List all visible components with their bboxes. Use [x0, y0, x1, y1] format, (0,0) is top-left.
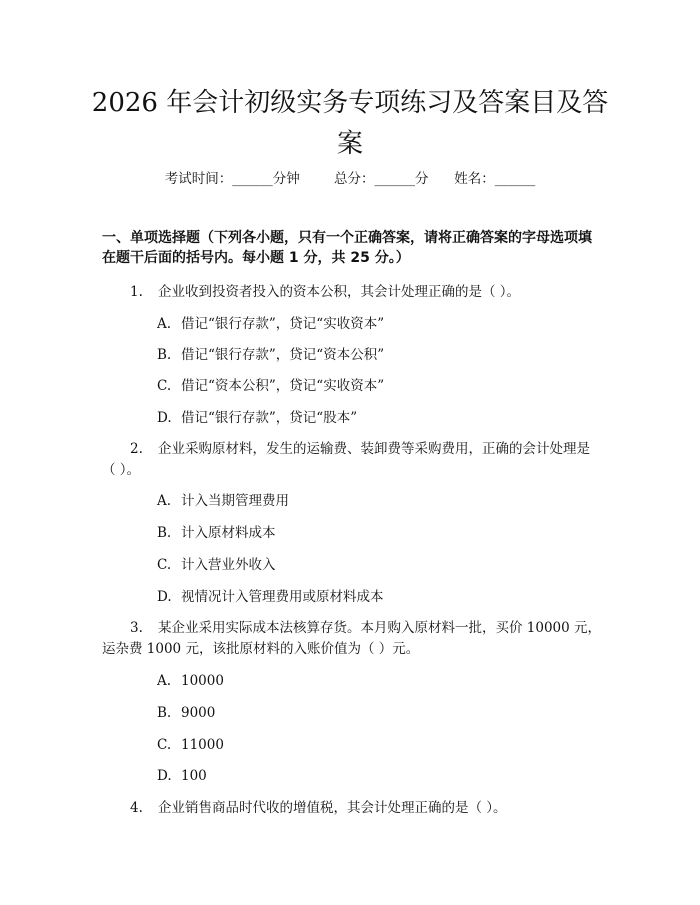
score-blank: ______	[374, 171, 416, 187]
option-letter: A.	[157, 673, 172, 689]
option-letter: B.	[157, 705, 172, 721]
option-letter: C.	[157, 737, 172, 753]
option-letter: D.	[157, 768, 172, 784]
name-label: 姓名：	[454, 171, 495, 187]
question-number: 2.	[130, 441, 143, 457]
score-label: 总分：	[334, 171, 375, 187]
option-3d	[157, 766, 597, 786]
question-text: 企业采购原材料，发生的运输费、装卸费等采购费用，正确的会计处理是（ ）。	[102, 441, 590, 478]
page-title: 2026 年会计初级实务专项练习及答案目及答案	[91, 88, 609, 159]
option-3c	[157, 735, 597, 755]
option-letter: A.	[157, 493, 172, 509]
option-letter: C.	[157, 378, 172, 394]
question-1	[102, 282, 602, 303]
option-1d	[157, 408, 597, 428]
option-2c	[157, 555, 597, 575]
question-text: 企业销售商品时代收的增值税，其会计处理正确的是（ ）。	[158, 800, 507, 816]
question-4	[102, 798, 602, 819]
option-1c	[157, 376, 597, 396]
option-text: 计入原材料成本	[181, 525, 276, 541]
section-heading: 一、单项选择题（下列各小题，只有一个正确答案，请将正确答案的字母选项填在题干后面的括号内。每小题 1 分，共 25 分。）	[102, 230, 592, 266]
option-text: 10000	[181, 673, 224, 689]
option-3a	[157, 671, 597, 691]
option-text: 11000	[181, 737, 224, 753]
option-text: 借记“银行存款”，贷记“实收资本”	[181, 316, 385, 332]
option-text: 借记“银行存款”，贷记“股本”	[181, 410, 358, 426]
option-text: 计入营业外收入	[181, 557, 276, 573]
question-2	[102, 439, 602, 481]
option-text: 视情况计入管理费用或原材料成本	[181, 589, 384, 605]
question-number: 3.	[130, 620, 143, 636]
question-number: 1.	[130, 284, 143, 300]
option-2d	[157, 587, 597, 607]
question-3	[102, 618, 602, 660]
option-3b	[157, 703, 597, 723]
question-text: 企业收到投资者投入的资本公积，其会计处理正确的是（ ）。	[158, 284, 521, 300]
score-unit: 分	[415, 171, 429, 187]
name-blank: ______	[494, 171, 536, 187]
option-text: 借记“银行存款”，贷记“资本公积”	[181, 347, 385, 363]
option-letter: C.	[157, 557, 172, 573]
option-letter: D.	[157, 589, 172, 605]
option-1b	[157, 345, 597, 365]
option-letter: B.	[157, 525, 172, 541]
exam-meta	[0, 167, 700, 187]
option-2b	[157, 523, 597, 543]
question-number: 4.	[130, 800, 143, 816]
time-unit: 分钟	[272, 171, 300, 187]
option-text: 9000	[181, 705, 216, 721]
option-letter: A.	[157, 316, 172, 332]
question-text: 某企业采用实际成本法核算存货。本月购入原材料一批，买价 10000 元，运杂费 1000 元，该批原材料的入账价值为（ ）元。	[102, 620, 602, 657]
option-text: 计入当期管理费用	[181, 493, 289, 509]
option-text: 100	[181, 768, 207, 784]
option-1a	[157, 314, 597, 334]
option-letter: D.	[157, 410, 172, 426]
time-blank: ______	[232, 171, 273, 187]
time-label: 考试时间：	[164, 171, 233, 187]
option-text: 借记“资本公积”，贷记“实收资本”	[181, 378, 385, 394]
option-2a	[157, 491, 597, 511]
option-letter: B.	[157, 347, 172, 363]
